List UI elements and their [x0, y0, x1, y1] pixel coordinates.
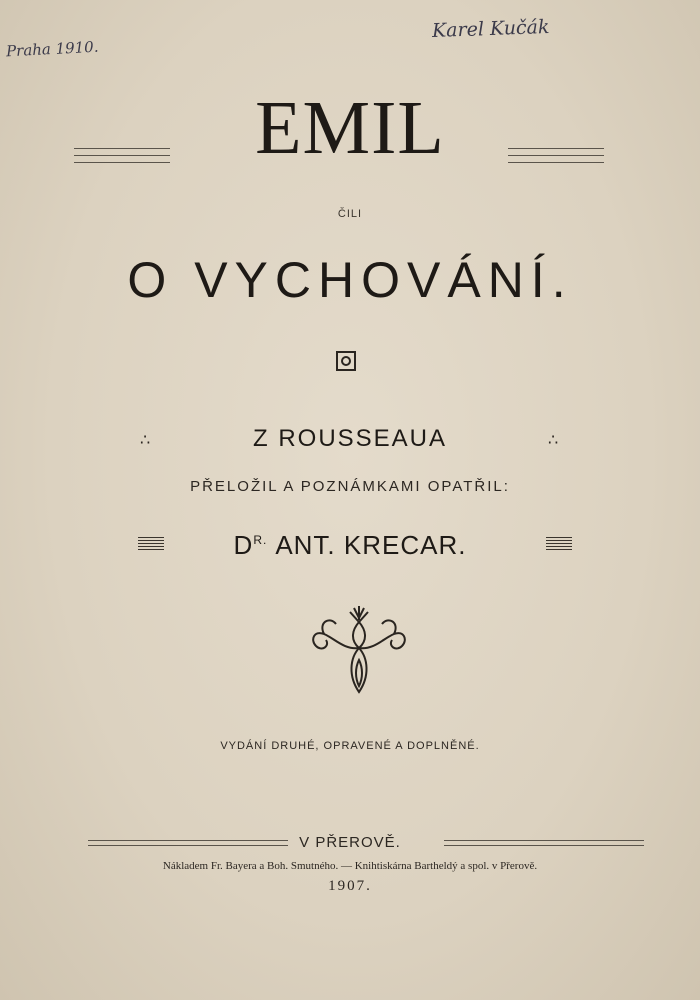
translator-name: ANT. KRECAR.	[275, 530, 467, 560]
source-author: Z ROUSSEAUA	[252, 425, 448, 452]
lines-ornament-right-icon	[546, 537, 572, 551]
translator-note: PŘELOŽIL A POZNÁMKAMI OPATŘIL:	[190, 478, 510, 495]
translator-line	[0, 530, 700, 561]
handwritten-owner-signature: Karel Kučák	[431, 15, 550, 43]
title-conjunction: ČILI	[337, 208, 363, 220]
translator-prefix-sup: R.	[253, 533, 268, 548]
book-title: EMIL	[255, 86, 445, 170]
translator-prefix: D	[233, 530, 254, 560]
imprint-publisher: Nákladem Fr. Bayera a Boh. Smutného. — Knihtiskárna Bartheldý a spol. v Přerově.	[162, 860, 538, 872]
dots-ornament-right-icon: ∴	[548, 432, 559, 449]
edition-statement: VYDÁNÍ DRUHÉ, OPRAVENÉ A DOPLNĚNÉ.	[220, 740, 480, 752]
dots-ornament-left-icon: ∴	[140, 432, 151, 449]
square-ornament-icon	[336, 351, 356, 371]
handwritten-place-date: Praha 1910.	[5, 37, 99, 61]
imprint-year: 1907.	[328, 878, 372, 894]
imprint-place: V PŘEROVĚ.	[299, 834, 401, 851]
floral-vignette-icon	[304, 600, 414, 698]
book-subtitle: O VYCHOVÁNÍ.	[127, 252, 573, 308]
